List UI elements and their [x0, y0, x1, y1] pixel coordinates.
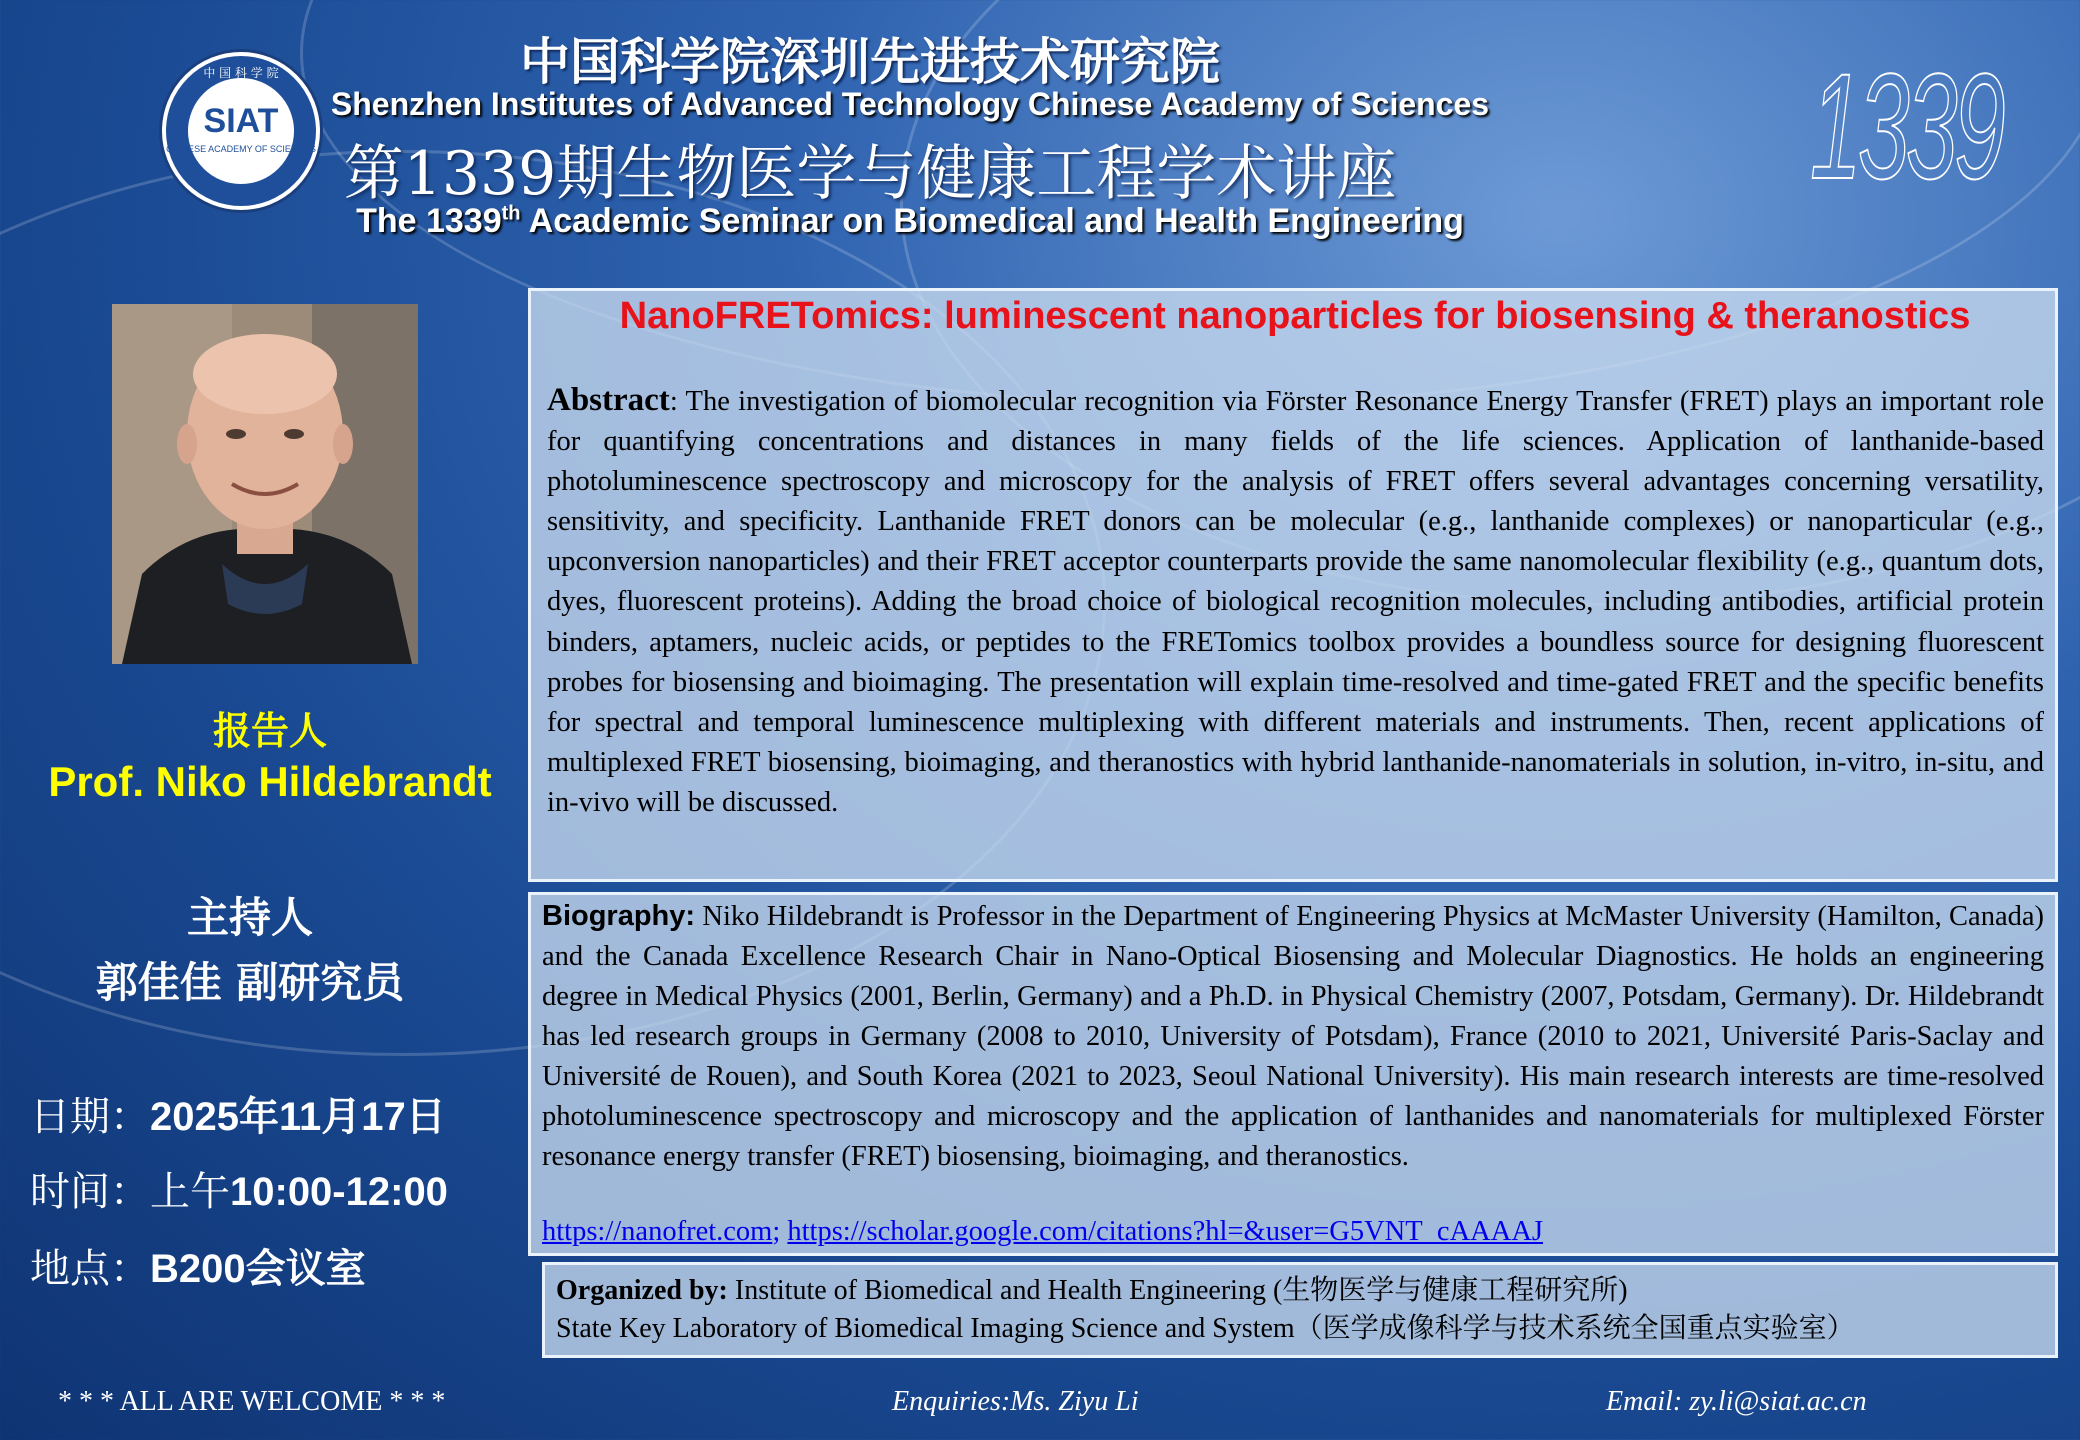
en-seminar-prefix: The 1339	[356, 202, 502, 240]
date-row	[30, 1085, 446, 1142]
issue-number: 1339	[1810, 42, 2003, 210]
host-name: 郭佳佳 副研究员	[95, 958, 405, 1007]
place-value: B200会议室	[150, 1247, 366, 1291]
time-row	[30, 1160, 448, 1217]
link-separator: ;	[772, 1216, 788, 1247]
enquiries-text: Enquiries:Ms. Ziyu Li	[892, 1386, 1139, 1417]
date-label: 日期：	[30, 1095, 150, 1139]
en-seminar-title	[0, 202, 1950, 241]
speaker-photo-illustration	[112, 304, 418, 664]
speaker-name: Prof. Niko Hildebrandt	[48, 758, 492, 805]
time-label: 时间：	[30, 1170, 150, 1214]
speaker-photo	[112, 304, 418, 664]
time-prefix: 上午	[150, 1170, 230, 1214]
cn-seminar-title: 第1339期生物医学与健康工程学术讲座	[343, 139, 1397, 209]
place-row	[30, 1237, 366, 1294]
time-value: 10:00-12:00	[230, 1170, 448, 1214]
scholar-link[interactable]: https://scholar.google.com/citations?hl=&user=G5VNT_cAAAAJ	[787, 1216, 1543, 1247]
talk-title: NanoFRETomics: luminescent nanoparticles for biosensing & theranostics	[619, 295, 1971, 337]
date-value: 2025年11月17日	[150, 1095, 446, 1139]
welcome-text: * * * ALL ARE WELCOME * * *	[58, 1386, 446, 1417]
speaker-label: 报告人	[212, 709, 327, 753]
logo-text: SIAT	[203, 102, 279, 140]
organizer-line-2: State Key Laboratory of Biomedical Imaging Science and System（医学成像科学与技术系统全国重点实验室）	[556, 1313, 1855, 1344]
organizer-line1: Institute of Biomedical and Health Engineering (生物医学与健康工程研究所)	[727, 1275, 1628, 1306]
biography-label: Biography:	[542, 900, 696, 932]
host-label: 主持人	[186, 893, 313, 942]
nanofret-link[interactable]: https://nanofret.com	[542, 1216, 773, 1247]
en-seminar-sup: th	[501, 202, 521, 225]
email-text: Email: zy.li@siat.ac.cn	[1606, 1386, 1867, 1417]
biography-links	[542, 1216, 1543, 1248]
biography-body: Niko Hildebrandt is Professor in the Department of Engineering Physics at McMaster University (Hamilton, Canada) and the Canada Excellence Research Chair in Nano-Optical Biosensing and Molecular Diagnostics. He holds an engineering degree in Medical Physics (2001, Berlin, Germany) and a Ph.D. in Physical Chemistry (2007, Potsdam, Germany). Dr. Hildebrandt has led research groups in Germany (2008 to 2010, University of Potsdam), France (2010 to 2021, Université Paris-Saclay and Université de Rouen), and South Korea (2021 to 2023, Seoul National University). His main research interests are time-resolved photoluminescence spectroscopy and microscopy and the application of lanthanides and nanomaterials for multiplexed Förster resonance energy transfer (FRET) biosensing, bioimaging, and theranostics.	[542, 901, 2044, 1172]
place-label: 地点：	[30, 1247, 150, 1291]
logo-subtext: CHINESE ACADEMY OF SCIENCES	[166, 144, 316, 154]
en-institute-title: Shenzhen Institutes of Advanced Technology Chinese Academy of Sciences	[330, 86, 1490, 122]
abstract-label: Abstract	[547, 382, 670, 418]
organizer-text	[556, 1272, 2036, 1348]
logo-ring-text: 中 国 科 学 院	[203, 66, 279, 80]
biography-text	[542, 896, 2044, 1177]
organizer-line-1	[556, 1272, 2036, 1310]
en-seminar-suffix: Academic Seminar on Biomedical and Health Engineering	[520, 202, 1464, 240]
abstract-body: : The investigation of biomolecular recognition via Förster Resonance Energy Transfer (FRET) plays an important role for quantifying concentrations and distances in many fields of the life sciences. Application of lanthanide-based photoluminescence spectroscopy and microscopy for the analysis of FRET offers several advantages concerning versatility, sensitivity, and specificity. Lanthanide FRET donors can be molecular (e.g., lanthanide complexes) or nanoparticular (e.g., upconversion nanoparticles) and their FRET acceptor counterparts provide the same nanomolecular flexibility (e.g., quantum dots, dyes, fluorescent proteins). Adding the broad choice of biological recognition molecules, including antibodies, artificial protein binders, aptamers, nucleic acids, or peptides to the FRETomics toolbox provides a boundless source for designing fluorescent probes for biosensing and bioimaging. The presentation will explain time-resolved and time-gated FRET and the specific benefits for spectral and temporal luminescence multiplexing with different materials and instruments. Then, recent applications of multiplexed FRET biosensing, bioimaging, and theranostics with hybrid lanthanide-nanomaterials in solution, in-vitro, in-situ, and in-vivo will be discussed.	[547, 386, 2044, 818]
organizer-label: Organized by:	[556, 1275, 728, 1306]
cn-institute-title: 中国科学院深圳先进技术研究院	[520, 32, 1220, 91]
abstract-text	[547, 380, 2044, 823]
